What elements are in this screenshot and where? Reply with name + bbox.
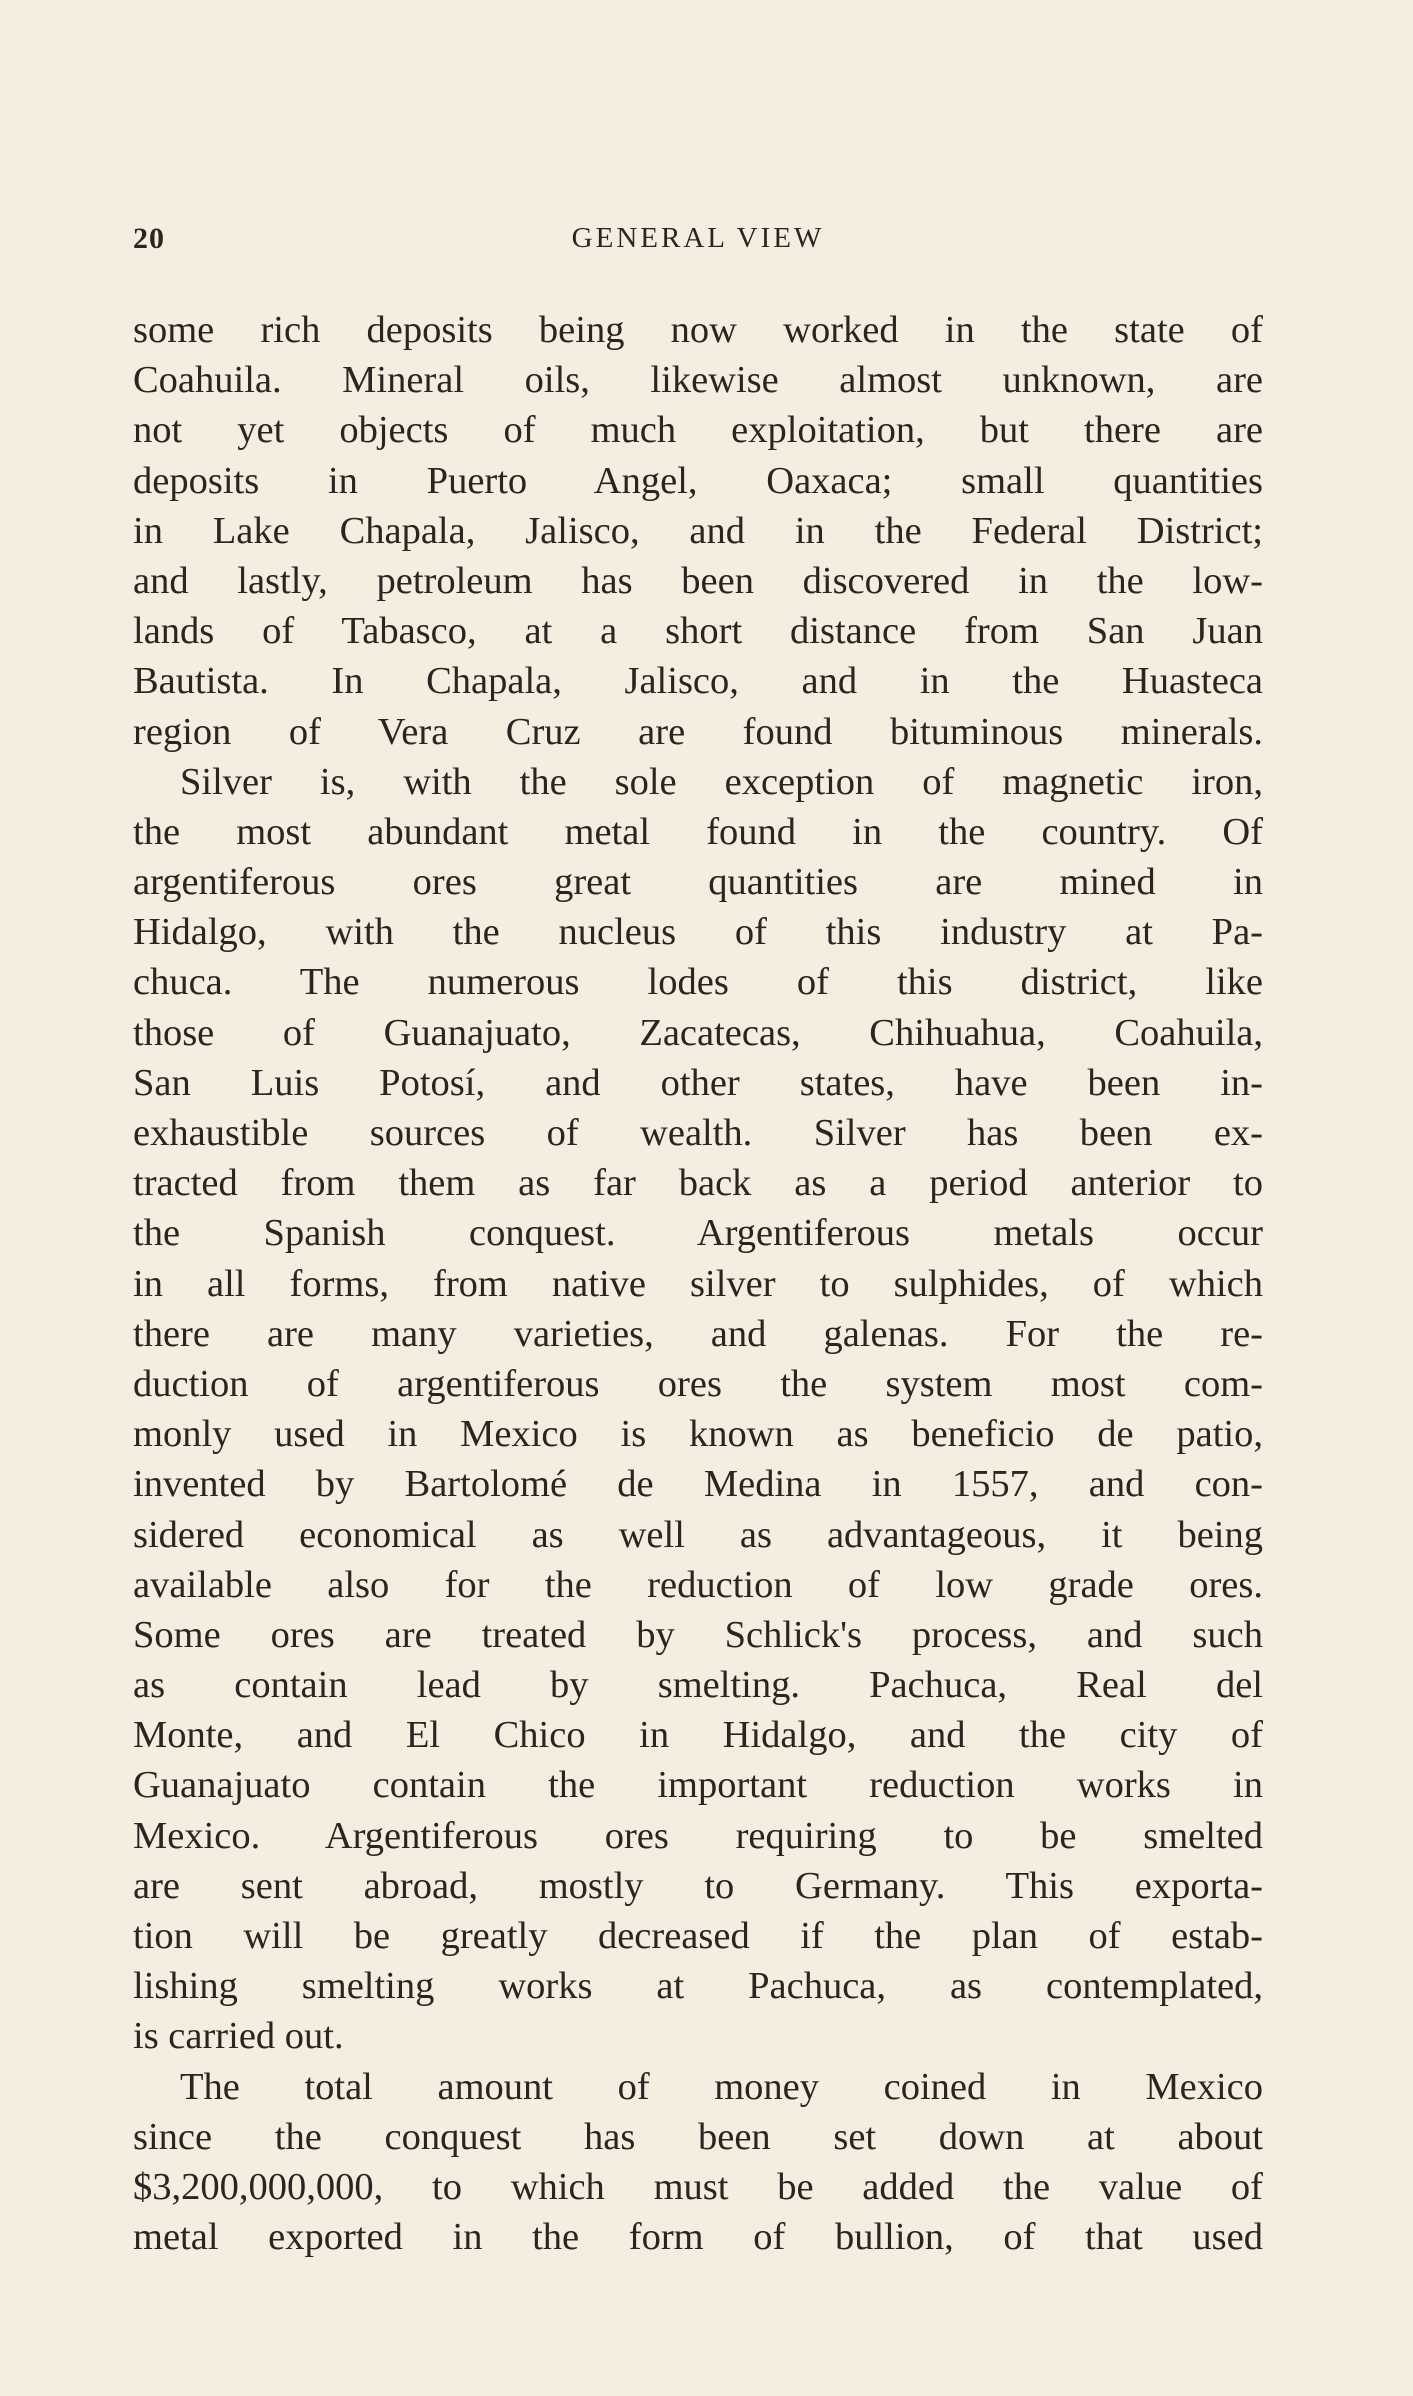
text-line: exhaustible sources of wealth. Silver has been ex- bbox=[133, 1112, 1263, 1154]
text-line: San Luis Potosí, and other states, have been in- bbox=[133, 1061, 1263, 1104]
text-line: in all forms, from native silver to sulphides, of which bbox=[133, 1262, 1263, 1305]
text-line: lishing smelting works at Pachuca, as contemplated, bbox=[133, 1965, 1263, 2008]
text-line: Guanajuato contain the important reduction works in bbox=[133, 1764, 1263, 1807]
text-line: invented by Bartolomé de Medina in 1557, and con- bbox=[133, 1463, 1263, 1506]
text-line: is carried out. bbox=[133, 2015, 344, 2058]
body-text bbox=[133, 305, 1263, 2262]
paragraph-silver bbox=[133, 757, 1263, 2062]
paragraph-oils bbox=[133, 305, 1263, 757]
text-line: tracted from them as far back as a period anterior to bbox=[133, 1162, 1263, 1205]
text-line: Some ores are treated by Schlick's process, and such bbox=[133, 1613, 1263, 1656]
page-number: 20 bbox=[133, 222, 165, 255]
running-head bbox=[133, 222, 1263, 266]
text-line: and lastly, petroleum has been discovered in the low- bbox=[133, 559, 1263, 602]
text-line: available also for the reduction of low grade ores. bbox=[133, 1563, 1263, 1606]
text-line: those of Guanajuato, Zacatecas, Chihuahua, Coahuila, bbox=[133, 1011, 1263, 1054]
text-line: the Spanish conquest. Argentiferous metals occur bbox=[133, 1212, 1263, 1255]
text-line: since the conquest has been set down at about bbox=[133, 2115, 1263, 2158]
text-line: Coahuila. Mineral oils, likewise almost unknown, are bbox=[133, 359, 1263, 402]
text-line: deposits in Puerto Angel, Oaxaca; small quantities bbox=[133, 459, 1263, 502]
text-line: in Lake Chapala, Jalisco, and in the Federal District; bbox=[133, 509, 1263, 552]
text-line: region of Vera Cruz are found bituminous minerals. bbox=[133, 710, 1263, 753]
text-line: as contain lead by smelting. Pachuca, Real del bbox=[133, 1664, 1263, 1707]
text-line: sidered economical as well as advantageous, it being bbox=[133, 1513, 1263, 1556]
text-line: Hidalgo, with the nucleus of this industry at Pa- bbox=[133, 911, 1263, 954]
text-line: metal exported in the form of bullion, of that used bbox=[133, 2216, 1263, 2259]
text-line: $3,200,000,000, to which must be added the value of bbox=[133, 2165, 1263, 2208]
text-line: tion will be greatly decreased if the plan of estab- bbox=[133, 1915, 1263, 1957]
text-line: lands of Tabasco, at a short distance from San Juan bbox=[133, 610, 1263, 653]
text-line: the most abundant metal found in the country. Of bbox=[133, 810, 1263, 853]
text-line: duction of argentiferous ores the system most com- bbox=[133, 1362, 1263, 1405]
text-line: argentiferous ores great quantities are mined in bbox=[133, 861, 1263, 904]
text-line: there are many varieties, and galenas. For the re- bbox=[133, 1312, 1263, 1355]
text-line: some rich deposits being now worked in the state of bbox=[133, 309, 1263, 351]
running-title: GENERAL VIEW bbox=[571, 222, 825, 254]
text-line: not yet objects of much exploitation, but there are bbox=[133, 409, 1263, 452]
text-line: Monte, and El Chico in Hidalgo, and the city of bbox=[133, 1714, 1263, 1757]
text-line: Silver is, with the sole exception of magnetic iron, bbox=[180, 760, 1263, 803]
text-line: are sent abroad, mostly to Germany. This exporta- bbox=[133, 1864, 1263, 1907]
paragraph-coinage bbox=[133, 2062, 1263, 2263]
text-line: monly used in Mexico is known as beneficio de patio, bbox=[133, 1413, 1263, 1456]
text-line: Mexico. Argentiferous ores requiring to be smelted bbox=[133, 1814, 1263, 1857]
text-line: Bautista. In Chapala, Jalisco, and in the Huasteca bbox=[133, 660, 1263, 703]
text-line: chuca. The numerous lodes of this district, like bbox=[133, 961, 1263, 1004]
text-line: The total amount of money coined in Mexico bbox=[180, 2065, 1263, 2108]
